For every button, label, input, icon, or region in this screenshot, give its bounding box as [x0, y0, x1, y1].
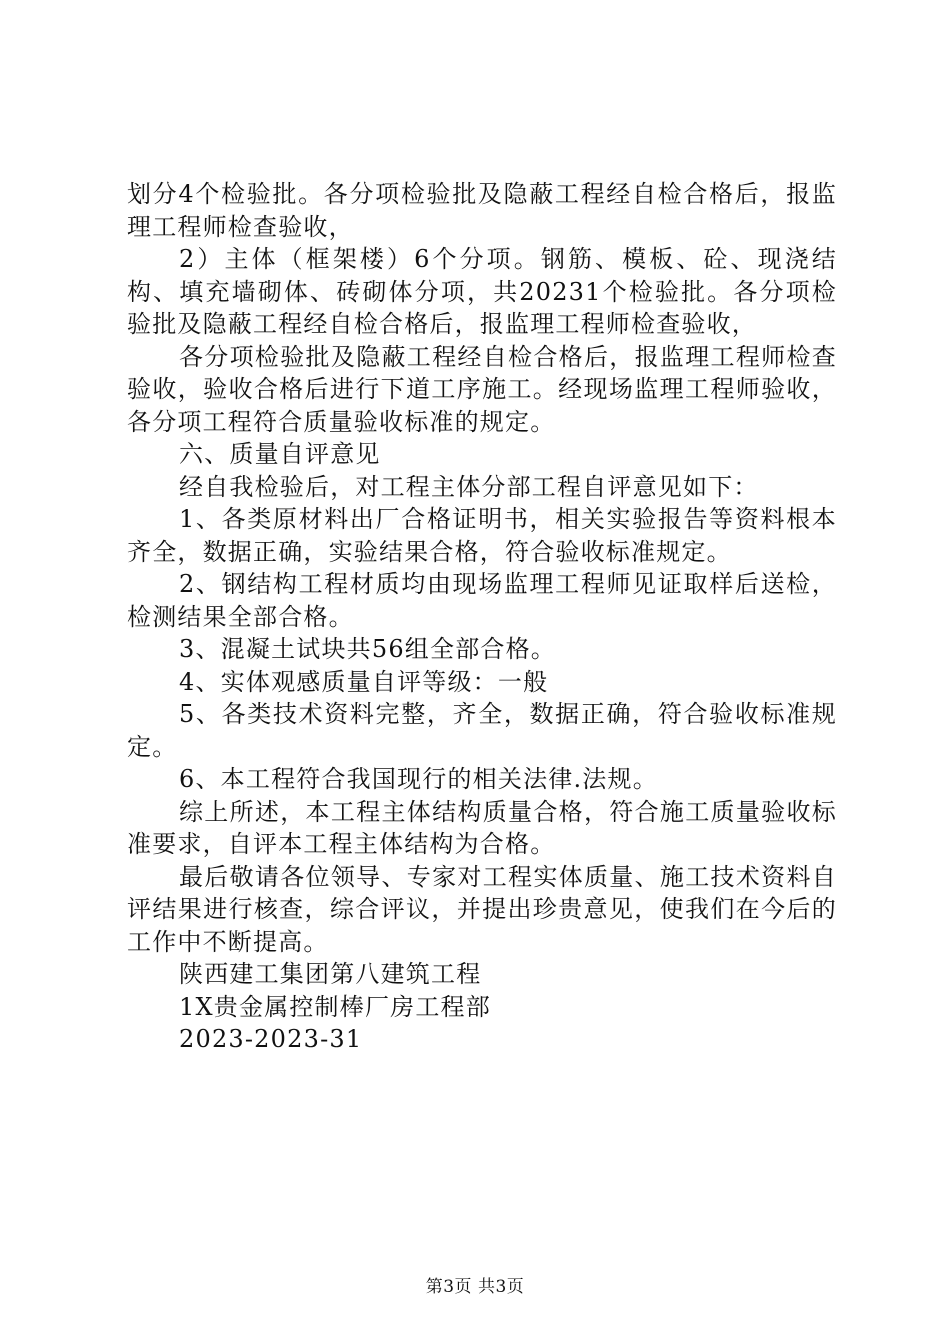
section-heading: 六、质量自评意见 — [179, 440, 381, 468]
list-item-3: 3、混凝土试块共56组全部合格。 — [179, 635, 557, 663]
document-body — [127, 178, 837, 1056]
list-item-1: 1、各类原材料出厂合格证明书，相关实验报告等资料根本齐全，数据正确，实验结果合格，符合验收标准规定。 — [127, 505, 837, 566]
paragraph-3: 各分项检验批及隐蔽工程经自检合格后，报监理工程师检查验收，验收合格后进行下道工序施工。经现场监理工程师验收，各分项工程符合质量验收标准的规定。 — [127, 342, 837, 436]
page-number: 第3页 共3页 — [425, 1277, 525, 1297]
list-item-5: 5、各类技术资料完整，齐全，数据正确，符合验收标准规定。 — [127, 700, 837, 761]
list-item-2: 2、钢结构工程材质均由现场监理工程师见证取样后送检，检测结果全部合格。 — [127, 570, 837, 631]
signature-company: 陕西建工集团第八建筑工程 — [179, 960, 482, 988]
paragraph-1: 划分4个检验批。各分项检验批及隐蔽工程经自检合格后，报监理工程师检查验收， — [127, 180, 837, 241]
closing-paragraph: 最后敬请各位领导、专家对工程实体质量、施工技术资料自评结果进行核查，综合评议，并提出珍贵意见，使我们在今后的工作中不断提高。 — [127, 862, 837, 956]
signature-date: 2023-2023-31 — [179, 1025, 363, 1053]
paragraph-intro: 经自我检验后，对工程主体分部工程自评意见如下： — [179, 472, 759, 501]
list-item-4: 4、实体观感质量自评等级：一般 — [179, 667, 549, 696]
signature-department: 1X贵金属控制棒厂房工程部 — [179, 992, 491, 1021]
list-item-6: 6、本工程符合我国现行的相关法律.法规。 — [179, 765, 658, 793]
conclusion-paragraph: 综上所述，本工程主体结构质量合格，符合施工质量验收标准要求，自评本工程主体结构为合格。 — [127, 797, 837, 858]
paragraph-2: 2）主体（框架楼）6个分项。钢筋、模板、砼、现浇结构、填充墙砌体、砖砌体分项，共20231个检验批。各分项检验批及隐蔽工程经自检合格后，报监理工程师检查验收， — [127, 245, 837, 338]
